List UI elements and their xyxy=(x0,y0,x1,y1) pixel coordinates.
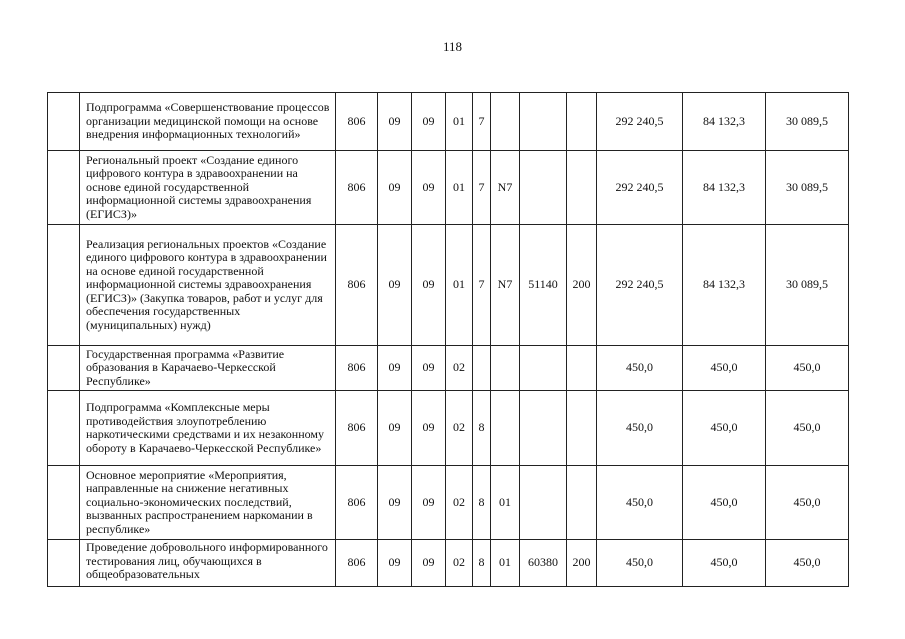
code-program-cell: 02 xyxy=(446,346,473,391)
code-section-cell: 09 xyxy=(378,346,412,391)
code-expense-type-cell xyxy=(567,93,597,151)
code-admin-cell: 806 xyxy=(336,391,378,466)
code-program-cell: 02 xyxy=(446,466,473,540)
code-direction-cell xyxy=(520,151,567,225)
row-index-cell xyxy=(48,151,80,225)
code-program-cell: 01 xyxy=(446,151,473,225)
code-subsection-cell: 09 xyxy=(412,93,446,151)
code-event-cell xyxy=(491,391,520,466)
code-section-cell: 09 xyxy=(378,466,412,540)
table-row xyxy=(48,540,849,587)
code-expense-type-cell: 200 xyxy=(567,225,597,346)
code-program-cell: 01 xyxy=(446,225,473,346)
code-admin-cell: 806 xyxy=(336,540,378,587)
code-subprogram-cell: 8 xyxy=(473,540,491,587)
amount-year2-cell: 84 132,3 xyxy=(683,225,766,346)
code-direction-cell xyxy=(520,466,567,540)
amount-year2-cell: 450,0 xyxy=(683,391,766,466)
code-admin-cell: 806 xyxy=(336,466,378,540)
code-direction-cell xyxy=(520,93,567,151)
code-subprogram-cell xyxy=(473,346,491,391)
code-section-cell: 09 xyxy=(378,93,412,151)
code-section-cell: 09 xyxy=(378,540,412,587)
amount-year3-cell: 450,0 xyxy=(766,346,849,391)
amount-year3-cell: 30 089,5 xyxy=(766,151,849,225)
amount-year3-cell: 450,0 xyxy=(766,391,849,466)
code-expense-type-cell xyxy=(567,466,597,540)
amount-year2-cell: 84 132,3 xyxy=(683,93,766,151)
code-event-cell xyxy=(491,93,520,151)
code-subsection-cell: 09 xyxy=(412,346,446,391)
table-row xyxy=(48,466,849,540)
amount-year2-cell: 450,0 xyxy=(683,466,766,540)
code-subprogram-cell: 8 xyxy=(473,391,491,466)
table-row xyxy=(48,225,849,346)
amount-year1-cell: 292 240,5 xyxy=(597,225,683,346)
amount-year3-cell: 30 089,5 xyxy=(766,93,849,151)
row-name-cell: Подпрограмма «Комплексные меры противодействия злоупотреблению наркотическими средствами и их незаконному обороту в Карачаево-Черкесской Республике» xyxy=(80,391,336,466)
code-subprogram-cell: 8 xyxy=(473,466,491,540)
code-expense-type-cell xyxy=(567,346,597,391)
code-event-cell: N7 xyxy=(491,225,520,346)
code-subsection-cell: 09 xyxy=(412,391,446,466)
code-expense-type-cell xyxy=(567,151,597,225)
code-event-cell: N7 xyxy=(491,151,520,225)
code-program-cell: 02 xyxy=(446,540,473,587)
code-section-cell: 09 xyxy=(378,225,412,346)
table-row xyxy=(48,391,849,466)
table-row xyxy=(48,151,849,225)
amount-year1-cell: 292 240,5 xyxy=(597,93,683,151)
row-index-cell xyxy=(48,466,80,540)
code-admin-cell: 806 xyxy=(336,93,378,151)
code-subsection-cell: 09 xyxy=(412,466,446,540)
amount-year1-cell: 450,0 xyxy=(597,391,683,466)
code-subprogram-cell: 7 xyxy=(473,225,491,346)
amount-year2-cell: 450,0 xyxy=(683,540,766,587)
code-event-cell xyxy=(491,346,520,391)
budget-table xyxy=(47,92,849,587)
amount-year2-cell: 84 132,3 xyxy=(683,151,766,225)
amount-year3-cell: 30 089,5 xyxy=(766,225,849,346)
amount-year2-cell: 450,0 xyxy=(683,346,766,391)
code-admin-cell: 806 xyxy=(336,225,378,346)
code-subprogram-cell: 7 xyxy=(473,93,491,151)
amount-year1-cell: 450,0 xyxy=(597,466,683,540)
code-admin-cell: 806 xyxy=(336,346,378,391)
code-subprogram-cell: 7 xyxy=(473,151,491,225)
code-direction-cell: 51140 xyxy=(520,225,567,346)
amount-year3-cell: 450,0 xyxy=(766,540,849,587)
row-index-cell xyxy=(48,225,80,346)
table-row xyxy=(48,346,849,391)
amount-year3-cell: 450,0 xyxy=(766,466,849,540)
code-expense-type-cell xyxy=(567,391,597,466)
code-section-cell: 09 xyxy=(378,391,412,466)
code-event-cell: 01 xyxy=(491,466,520,540)
row-index-cell xyxy=(48,391,80,466)
amount-year1-cell: 450,0 xyxy=(597,346,683,391)
code-direction-cell xyxy=(520,346,567,391)
amount-year1-cell: 450,0 xyxy=(597,540,683,587)
code-direction-cell: 60380 xyxy=(520,540,567,587)
code-section-cell: 09 xyxy=(378,151,412,225)
code-subsection-cell: 09 xyxy=(412,225,446,346)
page-number: 118 xyxy=(442,39,463,54)
code-subsection-cell: 09 xyxy=(412,540,446,587)
code-direction-cell xyxy=(520,391,567,466)
code-event-cell: 01 xyxy=(491,540,520,587)
row-index-cell xyxy=(48,540,80,587)
code-program-cell: 01 xyxy=(446,93,473,151)
row-name-cell: Региональный проект «Создание единого цифрового контура в здравоохранении на основе единой государственной информационной системы здравоохранения (ЕГИСЗ)» xyxy=(80,151,336,225)
row-name-cell: Государственная программа «Развитие образования в Карачаево-Черкесской Республике» xyxy=(80,346,336,391)
amount-year1-cell: 292 240,5 xyxy=(597,151,683,225)
code-subsection-cell: 09 xyxy=(412,151,446,225)
code-admin-cell: 806 xyxy=(336,151,378,225)
row-index-cell xyxy=(48,93,80,151)
row-name-cell: Подпрограмма «Совершенствование процессов организации медицинской помощи на основе внедрения информационных технологий» xyxy=(80,93,336,151)
code-expense-type-cell: 200 xyxy=(567,540,597,587)
table-row xyxy=(48,93,849,151)
row-name-cell xyxy=(80,540,336,587)
row-index-cell xyxy=(48,346,80,391)
code-program-cell: 02 xyxy=(446,391,473,466)
row-name-cell: Реализация региональных проектов «Создание единого цифрового контура в здравоохранении на основе единой государственной информационной системы здравоохранения (ЕГИСЗ)» (Закупка товаров, работ и услуг для обеспечения государственных (муниципальных) нужд) xyxy=(80,225,336,346)
row-name-cell: Основное мероприятие «Мероприятия, направленные на снижение негативных социально-экономических последствий, вызванных распространением наркомании в республике» xyxy=(80,466,336,540)
row-name-text: Проведение добровольного информированного тестирования лиц, обучающихся в общеобразовательных xyxy=(86,541,328,581)
